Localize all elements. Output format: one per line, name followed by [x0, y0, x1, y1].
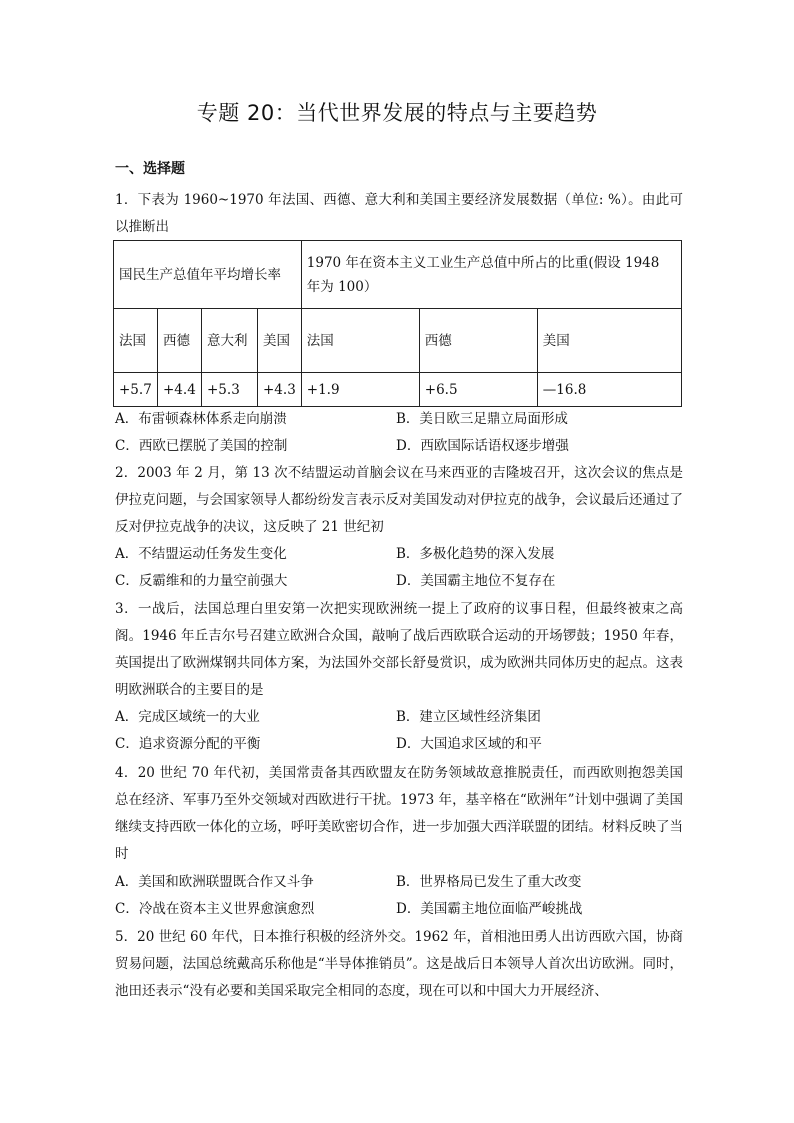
question-1-options-row-2: [115, 433, 685, 460]
table-header-right: 1970 年在资本主义工业生产总值中所占的比重(假设 1948 年为 100）: [301, 241, 681, 309]
table-country-cell: 西德: [419, 309, 537, 373]
table-value-cell: +1.9: [301, 373, 419, 407]
table-country-cell: 西德: [158, 309, 202, 373]
table-header-left: 国民生产总值年平均增长率: [114, 241, 302, 309]
option-b: B．世界格局已发生了重大改变: [396, 874, 582, 890]
option-c: C．反霸维和的力量空前强大: [115, 573, 288, 589]
table-country-cell: 美国: [537, 309, 681, 373]
option-b: B．多极化趋势的深入发展: [396, 546, 555, 562]
question-4-stem: 4．20 世纪 70 年代初，美国常责备其西欧盟友在防务领域故意推脱责任，而西欧则抱怨美国总在经济、军事乃至外交领域对西欧进行干扰。1973 年，基辛格在“欧洲年”计划中强调了美国继续支持西欧一体化的立场，呼吁美欧密切合作，进一步加强大西洋联盟的团结。材料反映了当时: [115, 765, 683, 862]
question-3-options-row-1: [115, 704, 685, 731]
option-a: A．完成区域统一的大业: [115, 709, 260, 725]
option-a: A．美国和欧洲联盟既合作又斗争: [115, 874, 314, 890]
option-b: B．美日欧三足鼎立局面形成: [396, 411, 568, 427]
table-value-cell: —16.8: [537, 373, 681, 407]
option-d: D．大国追求区域的和平: [396, 736, 542, 752]
page-title: 专题 20：当代世界发展的特点与主要趋势: [196, 101, 598, 125]
option-d: D．西欧国际话语权逐步增强: [396, 438, 569, 454]
option-c: C．冷战在资本主义世界愈演愈烈: [115, 901, 315, 917]
question-2-options-row-2: [115, 568, 685, 595]
question-3-options-row-2: [115, 731, 685, 758]
option-c: C．追求资源分配的平衡: [115, 736, 261, 752]
option-a: A．布雷顿森林体系走向崩溃: [115, 411, 287, 427]
table-value-cell: +6.5: [419, 373, 537, 407]
question-3-stem: 3．一战后，法国总理白里安第一次把实现欧洲统一提上了政府的议事日程，但最终被束之高阁。1946 年丘吉尔号召建立欧洲合众国，敲响了战后西欧联合运动的开场锣鼓；1950 年春，英国提出了欧洲煤钢共同体方案，为法国外交部长舒曼赏识，成为欧洲共同体历史的起点。这表明欧洲联合的主要目的是: [115, 601, 683, 698]
question-1-stem: 1．下表为 1960~1970 年法国、西德、意大利和美国主要经济发展数据（单位: %）。由此可以推断出: [115, 192, 683, 235]
table-country-cell: 美国: [258, 309, 302, 373]
option-a: A．不结盟运动任务发生变化: [115, 546, 287, 562]
question-5-stem: 5．20 世纪 60 年代，日本推行积极的经济外交。1962 年，首相池田勇人出访西欧六国，协商贸易问题，法国总统戴高乐称他是“半导体推销员”。这是战后日本领导人首次出访欧洲。同时，池田还表示“没有必要和美国采取完全相同的态度，现在可以和中国大力开展经济、: [115, 929, 683, 999]
question-4-options-row-1: [115, 869, 685, 896]
option-b: B．建立区域性经济集团: [396, 709, 541, 725]
option-c: C．西欧已摆脱了美国的控制: [115, 438, 288, 454]
section-heading: 一、选择题: [115, 161, 185, 177]
option-d: D．美国霸主地位不复存在: [396, 573, 556, 589]
table-country-cell: 意大利: [202, 309, 258, 373]
question-1-options-row-1: [115, 406, 685, 433]
table-value-cell: +5.7: [114, 373, 158, 407]
option-d: D．美国霸主地位面临严峻挑战: [396, 901, 583, 917]
economic-data-table: [113, 240, 682, 407]
question-2-options-row-1: [115, 541, 685, 568]
table-value-cell: +4.3: [258, 373, 302, 407]
table-value-cell: +5.3: [202, 373, 258, 407]
question-4-options-row-2: [115, 896, 685, 923]
table-value-cell: +4.4: [158, 373, 202, 407]
table-country-cell: 法国: [301, 309, 419, 373]
table-country-cell: 法国: [114, 309, 158, 373]
question-2-stem: 2．2003 年 2 月，第 13 次不结盟运动首脑会议在马来西亚的吉隆坡召开，这次会议的焦点是伊拉克问题，与会国家领导人都纷纷发言表示反对美国发动对伊拉克的战争，会议最后还通过了反对伊拉克战争的决议，这反映了 21 世纪初: [115, 465, 683, 535]
